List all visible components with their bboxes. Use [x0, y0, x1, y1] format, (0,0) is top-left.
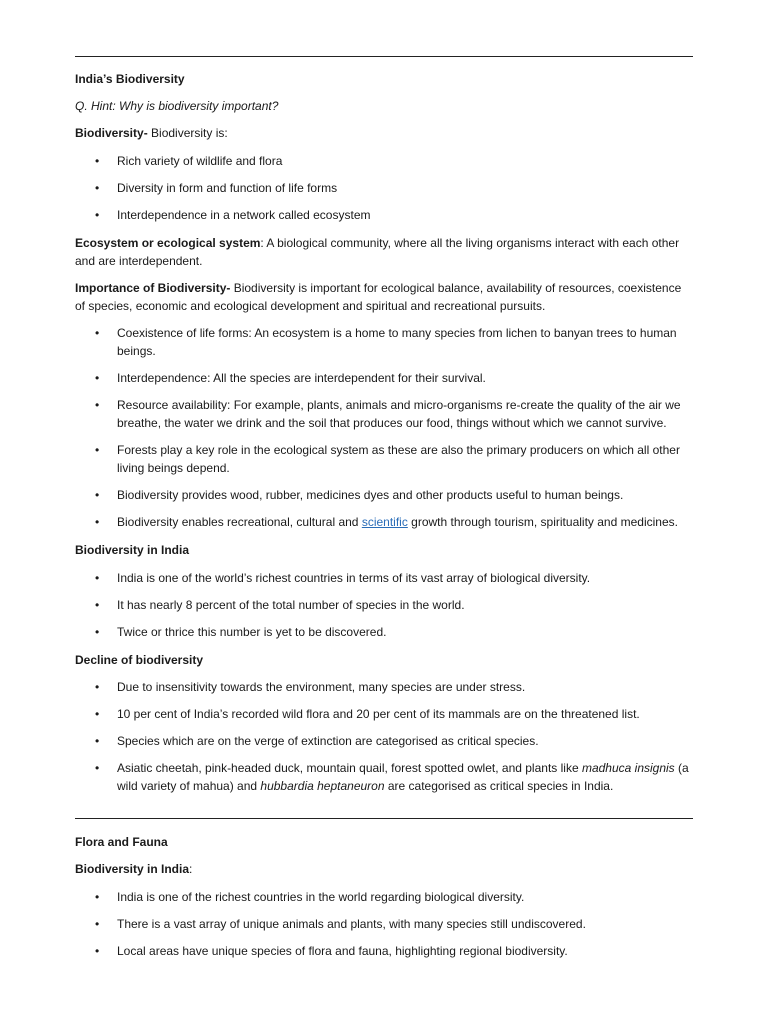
list-item: • It has nearly 8 percent of the total number of species in the world.: [95, 598, 465, 612]
bullet-icon: •: [95, 734, 100, 748]
list-item: • India is one of the world’s richest countries in terms of its vast array of biological diversity.: [95, 571, 591, 585]
list-item: • India is one of the richest countries in the world regarding biological diversity.: [95, 890, 525, 904]
definition-text: Biodiversity is:: [147, 126, 228, 140]
bullet-icon: •: [95, 890, 100, 904]
bullet-icon: •: [95, 680, 100, 694]
importance-definition: [75, 279, 693, 315]
decline-list: [75, 678, 693, 804]
list-item: • Local areas have unique species of flora and fauna, highlighting regional biodiversity.: [95, 944, 568, 958]
definition-text: : A biological community, where all the living organisms interact with each other and are interdependent.: [75, 236, 680, 268]
scientific-link[interactable]: scientific: [361, 515, 408, 529]
hint-text: Q. Hint: Why is biodiversity important?: [75, 99, 279, 113]
biodiversity-list: [75, 152, 693, 233]
bullet-icon: •: [95, 154, 100, 168]
list-item: • Rich variety of wildlife and flora: [95, 154, 283, 168]
section-heading: Decline of biodiversity: [75, 653, 204, 667]
bullet-icon: •: [95, 515, 100, 529]
section-title: India’s Biodiversity: [75, 72, 185, 86]
bullet-icon: •: [95, 443, 100, 457]
list-item: • Interdependence: All the species are interdependent for their survival.: [95, 371, 486, 385]
list-item: • Twice or thrice this number is yet to be discovered.: [95, 625, 387, 639]
biodiversity-definition: [75, 124, 693, 142]
section-divider: [75, 818, 693, 819]
list-item: • Asiatic cheetah, pink-headed duck, mountain quail, forest spotted owlet, and plants like madhuca insignis (a wild variety of mahua) and hubbardia heptaneuron are categorised as critical species in India.: [95, 761, 689, 793]
term-label: Biodiversity-: [75, 126, 148, 140]
term-label: Ecosystem or ecological system: [75, 236, 261, 250]
list-item: • 10 per cent of India’s recorded wild flora and 20 per cent of its mammals are on the threatened list.: [95, 707, 640, 721]
list-item: • There is a vast array of unique animals and plants, with many species still undiscovered.: [95, 917, 586, 931]
bullet-icon: •: [95, 371, 100, 385]
bullet-icon: •: [95, 707, 100, 721]
bullet-icon: •: [95, 208, 100, 222]
bullet-icon: •: [95, 571, 100, 585]
top-divider: [75, 56, 693, 57]
importance-list: [75, 324, 693, 540]
list-item: • Resource availability: For example, plants, animals and micro-organisms re-create the quality of the air we breathe, the water we drink and the soil that produces our food, things without which we cannot survive.: [95, 398, 681, 430]
section-heading: Biodiversity in India: [75, 543, 190, 557]
bullet-icon: •: [95, 944, 100, 958]
definition-text: Biodiversity is important for ecological balance, availability of resources, coexistence of species, economic and ecological development and spiritual and recreational pursuits.: [75, 281, 682, 313]
list-item: • Coexistence of life forms: An ecosystem is a home to many species from lichen to banyan trees to human beings.: [95, 326, 677, 358]
term-label: Importance of Biodiversity-: [75, 281, 231, 295]
list-item: • Forests play a key role in the ecological system as these are also the primary producers on which all other living beings depend.: [95, 443, 680, 475]
bullet-icon: •: [95, 598, 100, 612]
list-item: • Biodiversity provides wood, rubber, medicines dyes and other products useful to human beings.: [95, 488, 624, 502]
ecosystem-definition: [75, 234, 693, 270]
list-item: • Species which are on the verge of extinction are categorised as critical species.: [95, 734, 539, 748]
bullet-icon: •: [95, 488, 100, 502]
bullet-icon: •: [95, 398, 100, 412]
list-item: • Biodiversity enables recreational, cultural and scientific growth through tourism, spirituality and medicines.: [95, 515, 678, 529]
bullet-icon: •: [95, 625, 100, 639]
flora-fauna-list: [75, 888, 693, 969]
bullet-icon: •: [95, 181, 100, 195]
bullet-icon: •: [95, 917, 100, 931]
section-title: Flora and Fauna: [75, 835, 168, 849]
bullet-icon: •: [95, 761, 100, 775]
list-item: • Diversity in form and function of life forms: [95, 181, 338, 195]
bullet-icon: •: [95, 326, 100, 340]
section-heading: Biodiversity in India:: [75, 862, 193, 876]
list-item: • Interdependence in a network called ecosystem: [95, 208, 371, 222]
india-list: [75, 569, 693, 650]
list-item: • Due to insensitivity towards the environment, many species are under stress.: [95, 680, 526, 694]
